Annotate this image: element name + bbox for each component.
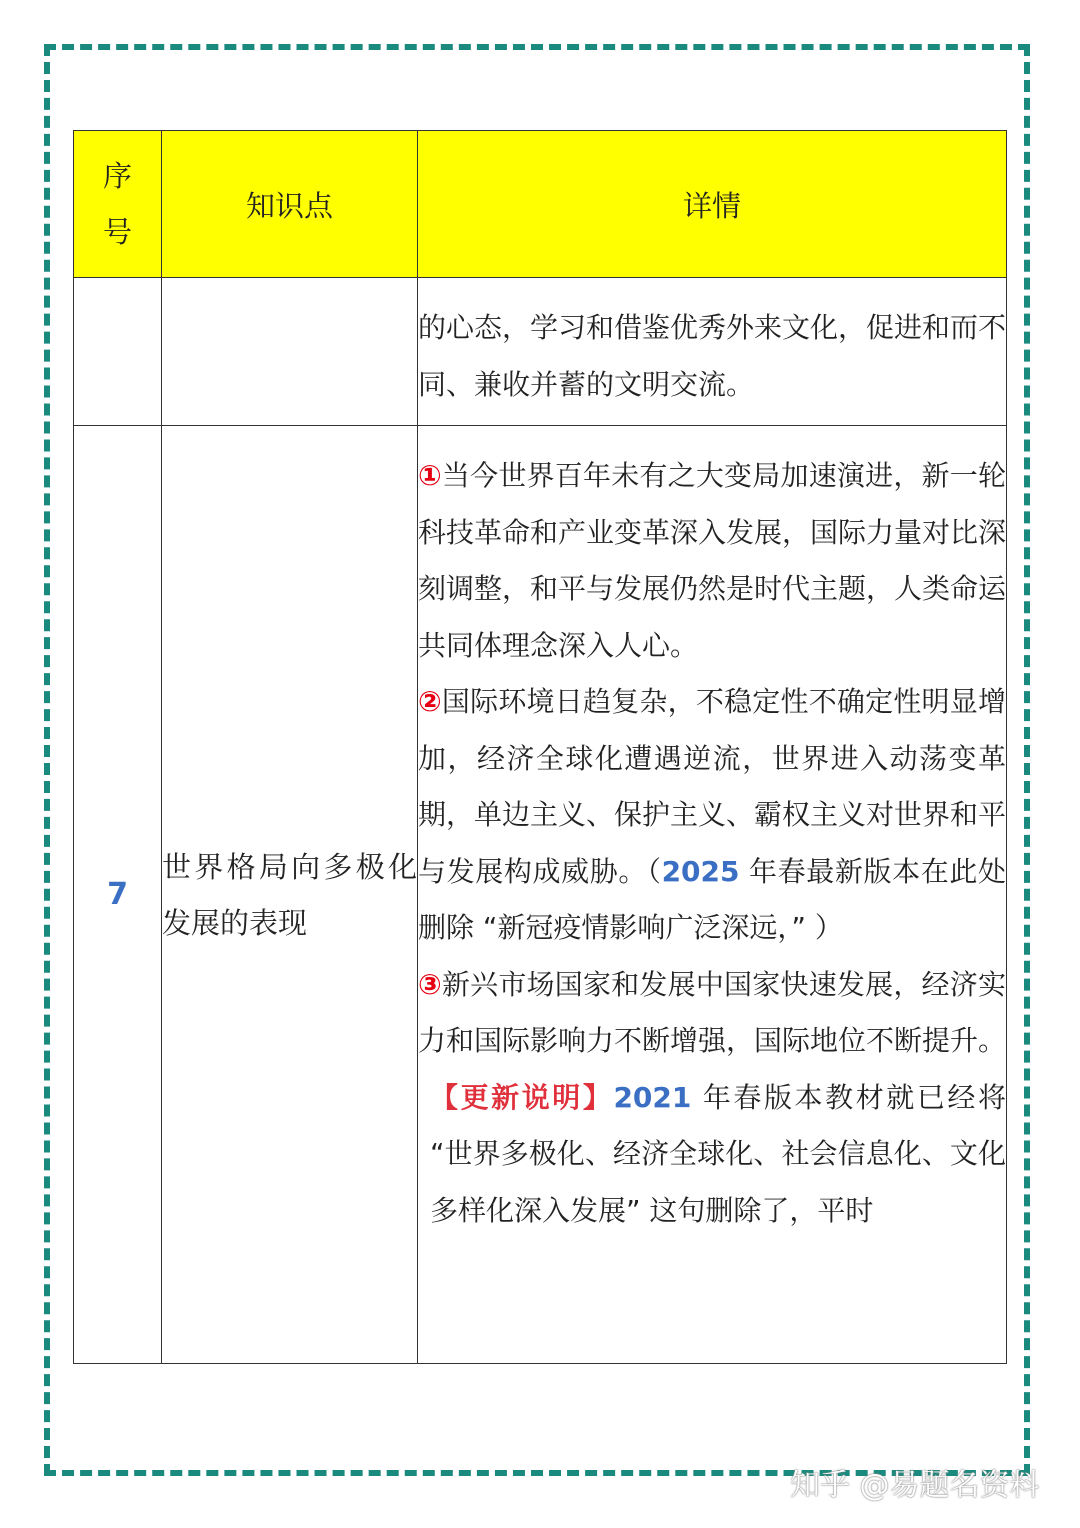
table-row [74, 426, 1007, 1364]
update-year: 2021 [613, 1080, 692, 1114]
row-no-cell [74, 278, 162, 426]
circled-number-2: ② [418, 685, 442, 718]
update-label: 【更新说明】 [430, 1080, 614, 1114]
detail-item-3 [418, 957, 1006, 1070]
item-2-text: 国际环境日趋复杂，不稳定性不确定性明显增加，经济全球化遭遇逆流，世界进入动荡变革期，单边主义、保护主义、霸权主义对世界和平与发展构成威胁。（ [418, 685, 1007, 888]
row-no-cell: 7 [74, 426, 162, 1364]
header-no-line1: 序 [102, 159, 132, 193]
item-2-year: 2025 [661, 854, 740, 888]
update-text: 年春版本教材就已经将 “世界多极化、经济全球化、社会信息化、文化多样化深入发展” 这句删除了，平时 [430, 1080, 1006, 1227]
point-text: 世界格局向多极化发展的表现 [162, 849, 417, 940]
circled-number-3: ③ [418, 967, 442, 1001]
detail-item-2 [418, 674, 1006, 957]
table-row [74, 278, 1007, 426]
row-point-cell [162, 426, 418, 1364]
table-header-row [74, 131, 1007, 278]
knowledge-table [73, 130, 1007, 1364]
header-no-line2: 号 [102, 215, 132, 249]
update-note [418, 1070, 1006, 1240]
detail-item-1 [418, 448, 1006, 674]
item-1-text: 当今世界百年未有之大变局加速演进，新一轮科技革命和产业变革深入发展，国际力量对比深刻调整，和平与发展仍然是时代主题，人类命运共同体理念深入人心。 [418, 459, 1007, 662]
item-3-text: 新兴市场国家和发展中国家快速发展，经济实力和国际影响力不断增强，国际地位不断提升。 [418, 967, 1007, 1057]
detail-text: 的心态，学习和借鉴优秀外来文化，促进和而不同、兼收并蓄的文明交流。 [418, 311, 1007, 401]
row-detail-cell [418, 278, 1007, 426]
circled-number-1: ① [418, 459, 442, 492]
watermark: 知乎 @易题名资料 [790, 1468, 1040, 1503]
row-point-cell [162, 278, 418, 426]
header-detail: 详情 [418, 131, 1007, 278]
row-detail-cell [418, 426, 1007, 1364]
header-point: 知识点 [162, 131, 418, 278]
header-no [74, 131, 162, 278]
item-2-text-after: 年春最新版本在此处删除 “新冠疫情影响广泛深远，” ） [418, 854, 1006, 944]
